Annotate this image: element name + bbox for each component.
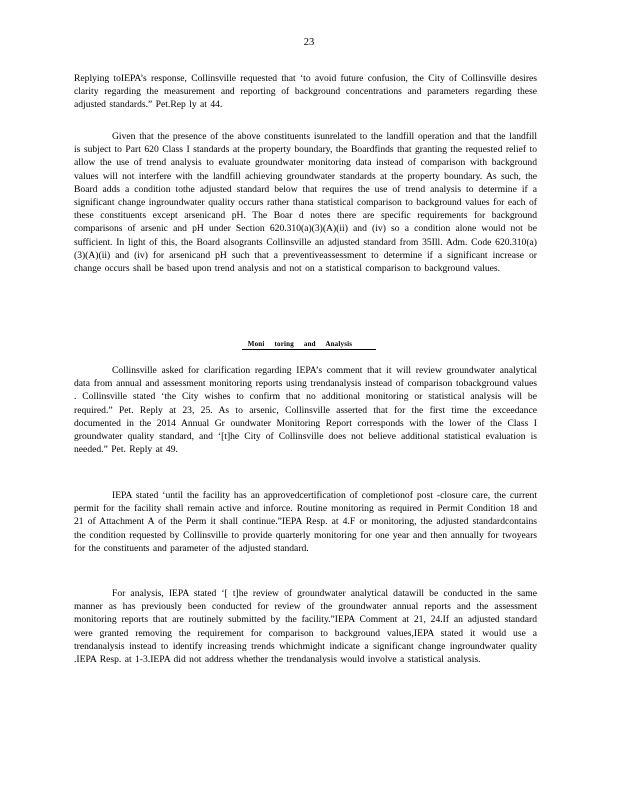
section-heading-text: Moni toring and Analysis [242, 340, 376, 350]
section-heading [0, 340, 618, 348]
page-number: 23 [303, 37, 315, 48]
paragraph-iepa-analysis: For analysis, IEPA stated ‘[ t]he review of groundwater analytical datawill be conducted in the same manner as has previously been conducted for review of the groundwater annual reports and the assessment monitoring reports that are routinely submitted by the facility.”IEPA Comment at 21, 24.If an adjusted standard were granted removing the requirement for comparison to background values,IEPA stated it would use a trendanalysis instead to identify increasing trends whichmight indicate a significant change ingroundwater quality .IEPA Resp. at 1-3.IEPA did not address whether the trendanalysis would involve a statistical analysis. [74, 588, 537, 666]
paragraph-iepa-monitoring: IEPA stated ‘until the facility has an approvedcertification of completionof post -closure care, the current permit for the facility shall remain active and inforce. Routine monitoring as required in Permit Condition 18 and 21 of Attachment A of the Perm it shall continue.”IEPA Resp. at 4.F or monitoring, the adjusted standardcontains the condition requested by Collinsville to provide quarterly monitoring for one year and then annually for twoyears for the constituents and parameter of the adjusted standard. [74, 490, 537, 554]
paragraph-clarification-request: Collinsville asked for clarification regarding IEPA’s comment that it will review groundwater analytical data from annual and assessment monitoring reports using trendanalysis instead of comparison tobackground values . Collinsville stated ‘the City wishes to confirm that no additional monitoring or statistical analysis will be required.” Pet. Reply at 23, 25. As to arsenic, Collinsville asserted that for the first time the exceedance documented in the 2014 Annual Gr oundwater Monitoring Report corresponds with the lower of the Class I groundwater quality standard, and ‘[t]he City of Collinsville does not believe additional statistical evaluation is needed.” Pet. Reply at 49. [74, 365, 537, 456]
paragraph-collinsville-reply: Replying toIEPA’s response, Collinsville requested that ‘to avoid future confusion, the City of Collinsville desires clarity regarding the measurement and reporting of background concentrations and parameters regarding these adjusted standards.” Pet.Rep ly at 44. [74, 73, 537, 111]
paragraph-board-finding: Given that the presence of the above constituents isunrelated to the landfill operation and that the landfill is subject to Part 620 Class I standards at the property boundary, the Boardfinds that granting the requested relief to allow the use of trend analysis to evaluate groundwater monitoring data instead of comparison with background values will not interfere with the landfill achieving groundwater standards at the property boundary. As such, the Board adds a condition tothe adjusted standard below that requires the use of trend analysis to determine if a significant change ingroundwater quality occurs rather thana statistical comparison to background values for each of these constituents except arsenicand pH. The Boar d notes there are specific requirements for background comparisons of arsenic and pH under Section 620.310(a)(3)(A)(ii) and (iv) so a condition alone would not be sufficient. In light of this, the Board alsogrants Collinsville an adjusted standard from 35Ill. Adm. Code 620.310(a)(3)(A)(ii) and (iv) for arsenicand pH such that a preventiveassessment to determine if a significant increase or change occurs shall be based upon trend analysis and not on a statistical comparison to background values. [74, 131, 537, 275]
